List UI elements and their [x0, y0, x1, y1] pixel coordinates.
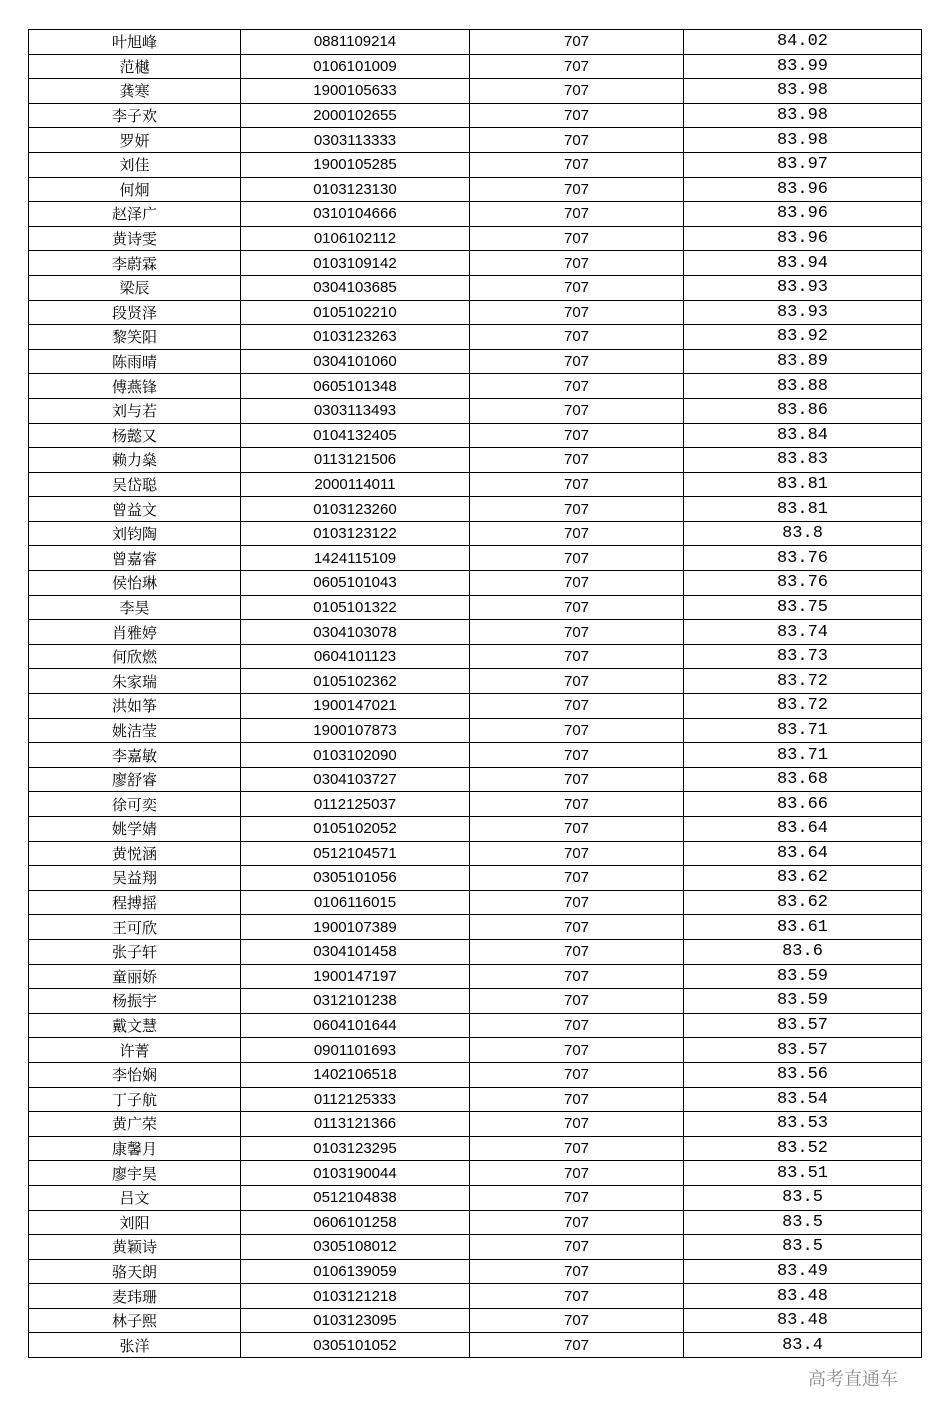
score-cell: 83.64 — [684, 817, 922, 842]
name-cell: 姚学婧 — [29, 817, 241, 842]
table-row — [29, 546, 922, 571]
code-cell: 707 — [470, 521, 684, 546]
watermark-text: 高考直通车 — [806, 1365, 900, 1391]
code-cell: 707 — [470, 792, 684, 817]
table-row — [29, 694, 922, 719]
score-cell: 83.53 — [684, 1112, 922, 1137]
name-cell: 吕文 — [29, 1185, 241, 1210]
code-cell: 707 — [470, 251, 684, 276]
table-row — [29, 275, 922, 300]
table-row — [29, 890, 922, 915]
score-cell: 83.93 — [684, 275, 922, 300]
score-cell: 83.97 — [684, 152, 922, 177]
code-cell: 707 — [470, 1013, 684, 1038]
id-cell: 0103109142 — [241, 251, 470, 276]
table-row — [29, 743, 922, 768]
name-cell: 刘阳 — [29, 1210, 241, 1235]
id-cell: 0113121506 — [241, 448, 470, 473]
id-cell: 0605101348 — [241, 374, 470, 399]
code-cell: 707 — [470, 915, 684, 940]
code-cell: 707 — [470, 30, 684, 55]
score-cell: 83.92 — [684, 325, 922, 350]
table-row — [29, 866, 922, 891]
id-cell: 0103190044 — [241, 1161, 470, 1186]
score-cell: 83.72 — [684, 669, 922, 694]
table-row — [29, 497, 922, 522]
id-cell: 0606101258 — [241, 1210, 470, 1235]
name-cell: 丁子航 — [29, 1087, 241, 1112]
code-cell: 707 — [470, 1284, 684, 1309]
name-cell: 林子熙 — [29, 1308, 241, 1333]
id-cell: 0512104838 — [241, 1185, 470, 1210]
table-row — [29, 423, 922, 448]
score-cell: 83.61 — [684, 915, 922, 940]
name-cell: 刘与若 — [29, 398, 241, 423]
name-cell: 吴岱聪 — [29, 472, 241, 497]
table-row — [29, 521, 922, 546]
id-cell: 1900147197 — [241, 964, 470, 989]
code-cell: 707 — [470, 767, 684, 792]
score-cell: 83.62 — [684, 890, 922, 915]
code-cell: 707 — [470, 989, 684, 1014]
code-cell: 707 — [470, 497, 684, 522]
name-cell: 李子欢 — [29, 103, 241, 128]
id-cell: 1900107873 — [241, 718, 470, 743]
name-cell: 赖力燊 — [29, 448, 241, 473]
score-cell: 83.96 — [684, 177, 922, 202]
code-cell: 707 — [470, 546, 684, 571]
table-row — [29, 1038, 922, 1063]
code-cell: 707 — [470, 964, 684, 989]
id-cell: 0105102210 — [241, 300, 470, 325]
score-cell: 83.68 — [684, 767, 922, 792]
code-cell: 707 — [470, 1112, 684, 1137]
table-row — [29, 1136, 922, 1161]
id-cell: 0112125333 — [241, 1087, 470, 1112]
id-cell: 1900105285 — [241, 152, 470, 177]
code-cell: 707 — [470, 743, 684, 768]
score-cell: 83.76 — [684, 546, 922, 571]
code-cell: 707 — [470, 939, 684, 964]
name-cell: 戴文慧 — [29, 1013, 241, 1038]
code-cell: 707 — [470, 718, 684, 743]
id-cell: 0103123295 — [241, 1136, 470, 1161]
id-cell: 1900107389 — [241, 915, 470, 940]
score-cell: 83.51 — [684, 1161, 922, 1186]
code-cell: 707 — [470, 1259, 684, 1284]
name-cell: 黎笑阳 — [29, 325, 241, 350]
score-cell: 83.88 — [684, 374, 922, 399]
name-cell: 傅燕锋 — [29, 374, 241, 399]
table-row — [29, 915, 922, 940]
table-row — [29, 792, 922, 817]
code-cell: 707 — [470, 423, 684, 448]
table-row — [29, 1087, 922, 1112]
name-cell: 许菁 — [29, 1038, 241, 1063]
table-row — [29, 472, 922, 497]
id-cell: 1900105633 — [241, 79, 470, 104]
table-row — [29, 152, 922, 177]
name-cell: 骆天朗 — [29, 1259, 241, 1284]
table-row — [29, 349, 922, 374]
id-cell: 0305101056 — [241, 866, 470, 891]
code-cell: 707 — [470, 103, 684, 128]
id-cell: 1900147021 — [241, 694, 470, 719]
table-row — [29, 1161, 922, 1186]
score-cell: 83.5 — [684, 1185, 922, 1210]
score-cell: 83.84 — [684, 423, 922, 448]
code-cell: 707 — [470, 841, 684, 866]
table-row — [29, 398, 922, 423]
score-table — [28, 29, 922, 1358]
score-cell: 83.6 — [684, 939, 922, 964]
score-cell: 83.57 — [684, 1038, 922, 1063]
table-row — [29, 30, 922, 55]
code-cell: 707 — [470, 398, 684, 423]
id-cell: 1424115109 — [241, 546, 470, 571]
name-cell: 洪如筝 — [29, 694, 241, 719]
id-cell: 0881109214 — [241, 30, 470, 55]
id-cell: 0112125037 — [241, 792, 470, 817]
name-cell: 麦玮珊 — [29, 1284, 241, 1309]
code-cell: 707 — [470, 54, 684, 79]
name-cell: 段贤泽 — [29, 300, 241, 325]
score-cell: 83.74 — [684, 620, 922, 645]
code-cell: 707 — [470, 152, 684, 177]
score-cell: 83.8 — [684, 521, 922, 546]
table-row — [29, 1333, 922, 1358]
table-row — [29, 841, 922, 866]
name-cell: 杨振宇 — [29, 989, 241, 1014]
id-cell: 0103121218 — [241, 1284, 470, 1309]
score-cell: 83.64 — [684, 841, 922, 866]
table-row — [29, 448, 922, 473]
table-row — [29, 325, 922, 350]
table-row — [29, 817, 922, 842]
code-cell: 707 — [470, 595, 684, 620]
score-cell: 83.66 — [684, 792, 922, 817]
id-cell: 0103102090 — [241, 743, 470, 768]
table-row — [29, 103, 922, 128]
name-cell: 罗妍 — [29, 128, 241, 153]
id-cell: 0305101052 — [241, 1333, 470, 1358]
name-cell: 张子轩 — [29, 939, 241, 964]
score-cell: 83.93 — [684, 300, 922, 325]
id-cell: 2000114011 — [241, 472, 470, 497]
id-cell: 0604101123 — [241, 644, 470, 669]
score-cell: 83.98 — [684, 128, 922, 153]
score-cell: 83.81 — [684, 497, 922, 522]
id-cell: 0103123260 — [241, 497, 470, 522]
id-cell: 0105102052 — [241, 817, 470, 842]
score-cell: 83.75 — [684, 595, 922, 620]
table-row — [29, 1062, 922, 1087]
score-cell: 83.56 — [684, 1062, 922, 1087]
code-cell: 707 — [470, 472, 684, 497]
name-cell: 康馨月 — [29, 1136, 241, 1161]
score-cell: 83.98 — [684, 103, 922, 128]
code-cell: 707 — [470, 1087, 684, 1112]
id-cell: 0103123130 — [241, 177, 470, 202]
name-cell: 徐可奕 — [29, 792, 241, 817]
score-cell: 83.5 — [684, 1235, 922, 1260]
code-cell: 707 — [470, 275, 684, 300]
table-row — [29, 964, 922, 989]
id-cell: 0105102362 — [241, 669, 470, 694]
name-cell: 姚洁莹 — [29, 718, 241, 743]
name-cell: 朱家瑞 — [29, 669, 241, 694]
id-cell: 0304101458 — [241, 939, 470, 964]
code-cell: 707 — [470, 1235, 684, 1260]
table-row — [29, 718, 922, 743]
code-cell: 707 — [470, 571, 684, 596]
table-row — [29, 54, 922, 79]
code-cell: 707 — [470, 1062, 684, 1087]
score-cell: 83.57 — [684, 1013, 922, 1038]
name-cell: 黄悦涵 — [29, 841, 241, 866]
name-cell: 范樾 — [29, 54, 241, 79]
name-cell: 龚寒 — [29, 79, 241, 104]
name-cell: 程搏摇 — [29, 890, 241, 915]
score-cell: 83.62 — [684, 866, 922, 891]
id-cell: 0304103727 — [241, 767, 470, 792]
id-cell: 0304103685 — [241, 275, 470, 300]
table-row — [29, 300, 922, 325]
code-cell: 707 — [470, 669, 684, 694]
code-cell: 707 — [470, 1161, 684, 1186]
table-row — [29, 939, 922, 964]
table-row — [29, 1112, 922, 1137]
id-cell: 2000102655 — [241, 103, 470, 128]
name-cell: 何炯 — [29, 177, 241, 202]
score-cell: 83.71 — [684, 743, 922, 768]
score-cell: 83.71 — [684, 718, 922, 743]
name-cell: 侯怡琳 — [29, 571, 241, 596]
score-cell: 83.89 — [684, 349, 922, 374]
code-cell: 707 — [470, 226, 684, 251]
code-cell: 707 — [470, 374, 684, 399]
code-cell: 707 — [470, 349, 684, 374]
name-cell: 叶旭峰 — [29, 30, 241, 55]
id-cell: 0103123263 — [241, 325, 470, 350]
name-cell: 陈雨晴 — [29, 349, 241, 374]
id-cell: 0312101238 — [241, 989, 470, 1014]
score-cell: 83.72 — [684, 694, 922, 719]
name-cell: 梁辰 — [29, 275, 241, 300]
code-cell: 707 — [470, 866, 684, 891]
code-cell: 707 — [470, 1136, 684, 1161]
name-cell: 刘佳 — [29, 152, 241, 177]
score-cell: 83.94 — [684, 251, 922, 276]
table-row — [29, 595, 922, 620]
name-cell: 刘钧陶 — [29, 521, 241, 546]
code-cell: 707 — [470, 890, 684, 915]
score-cell: 83.52 — [684, 1136, 922, 1161]
id-cell: 0304103078 — [241, 620, 470, 645]
name-cell: 何欣燃 — [29, 644, 241, 669]
score-cell: 83.54 — [684, 1087, 922, 1112]
id-cell: 0304101060 — [241, 349, 470, 374]
id-cell: 0303113333 — [241, 128, 470, 153]
code-cell: 707 — [470, 128, 684, 153]
table-row — [29, 251, 922, 276]
score-cell: 83.4 — [684, 1333, 922, 1358]
score-cell: 84.02 — [684, 30, 922, 55]
name-cell: 杨懿又 — [29, 423, 241, 448]
id-cell: 0604101644 — [241, 1013, 470, 1038]
code-cell: 707 — [470, 300, 684, 325]
name-cell: 黄诗雯 — [29, 226, 241, 251]
score-cell: 83.96 — [684, 202, 922, 227]
name-cell: 李蔚霖 — [29, 251, 241, 276]
table-row — [29, 202, 922, 227]
table-row — [29, 767, 922, 792]
table-row — [29, 1259, 922, 1284]
table-row — [29, 374, 922, 399]
id-cell: 0303113493 — [241, 398, 470, 423]
table-body — [29, 30, 922, 1358]
table-row — [29, 644, 922, 669]
score-cell: 83.48 — [684, 1308, 922, 1333]
name-cell: 李怡娴 — [29, 1062, 241, 1087]
code-cell: 707 — [470, 1185, 684, 1210]
score-cell: 83.76 — [684, 571, 922, 596]
score-cell: 83.59 — [684, 964, 922, 989]
score-cell: 83.86 — [684, 398, 922, 423]
code-cell: 707 — [470, 694, 684, 719]
id-cell: 0103123095 — [241, 1308, 470, 1333]
name-cell: 黄颖诗 — [29, 1235, 241, 1260]
name-cell: 吴益翔 — [29, 866, 241, 891]
code-cell: 707 — [470, 1038, 684, 1063]
id-cell: 0113121366 — [241, 1112, 470, 1137]
code-cell: 707 — [470, 202, 684, 227]
score-cell: 83.98 — [684, 79, 922, 104]
code-cell: 707 — [470, 1333, 684, 1358]
code-cell: 707 — [470, 644, 684, 669]
table-row — [29, 1185, 922, 1210]
code-cell: 707 — [470, 79, 684, 104]
id-cell: 0104132405 — [241, 423, 470, 448]
table-row — [29, 1235, 922, 1260]
name-cell: 赵泽广 — [29, 202, 241, 227]
code-cell: 707 — [470, 448, 684, 473]
id-cell: 0512104571 — [241, 841, 470, 866]
code-cell: 707 — [470, 325, 684, 350]
id-cell: 0106139059 — [241, 1259, 470, 1284]
table-row — [29, 571, 922, 596]
table-row — [29, 1013, 922, 1038]
score-cell: 83.73 — [684, 644, 922, 669]
code-cell: 707 — [470, 1308, 684, 1333]
name-cell: 肖雅婷 — [29, 620, 241, 645]
name-cell: 王可欣 — [29, 915, 241, 940]
table-row — [29, 1284, 922, 1309]
score-cell: 83.96 — [684, 226, 922, 251]
code-cell: 707 — [470, 620, 684, 645]
code-cell: 707 — [470, 817, 684, 842]
table-row — [29, 177, 922, 202]
id-cell: 0103123122 — [241, 521, 470, 546]
id-cell: 0901101693 — [241, 1038, 470, 1063]
name-cell: 廖舒睿 — [29, 767, 241, 792]
name-cell: 张洋 — [29, 1333, 241, 1358]
id-cell: 0106116015 — [241, 890, 470, 915]
name-cell: 李昊 — [29, 595, 241, 620]
table-row — [29, 989, 922, 1014]
id-cell: 0106102112 — [241, 226, 470, 251]
table-row — [29, 226, 922, 251]
name-cell: 廖宇昊 — [29, 1161, 241, 1186]
score-cell: 83.99 — [684, 54, 922, 79]
id-cell: 0106101009 — [241, 54, 470, 79]
table-row — [29, 1210, 922, 1235]
id-cell: 0105101322 — [241, 595, 470, 620]
table-row — [29, 79, 922, 104]
score-cell: 83.83 — [684, 448, 922, 473]
name-cell: 黄广荣 — [29, 1112, 241, 1137]
score-cell: 83.48 — [684, 1284, 922, 1309]
code-cell: 707 — [470, 177, 684, 202]
id-cell: 0310104666 — [241, 202, 470, 227]
score-cell: 83.81 — [684, 472, 922, 497]
table-row — [29, 620, 922, 645]
table-row — [29, 128, 922, 153]
code-cell: 707 — [470, 1210, 684, 1235]
name-cell: 曾益文 — [29, 497, 241, 522]
name-cell: 李嘉敏 — [29, 743, 241, 768]
name-cell: 童丽娇 — [29, 964, 241, 989]
score-cell: 83.5 — [684, 1210, 922, 1235]
table-row — [29, 1308, 922, 1333]
id-cell: 0605101043 — [241, 571, 470, 596]
score-cell: 83.49 — [684, 1259, 922, 1284]
id-cell: 1402106518 — [241, 1062, 470, 1087]
table-row — [29, 669, 922, 694]
name-cell: 曾嘉睿 — [29, 546, 241, 571]
score-cell: 83.59 — [684, 989, 922, 1014]
id-cell: 0305108012 — [241, 1235, 470, 1260]
